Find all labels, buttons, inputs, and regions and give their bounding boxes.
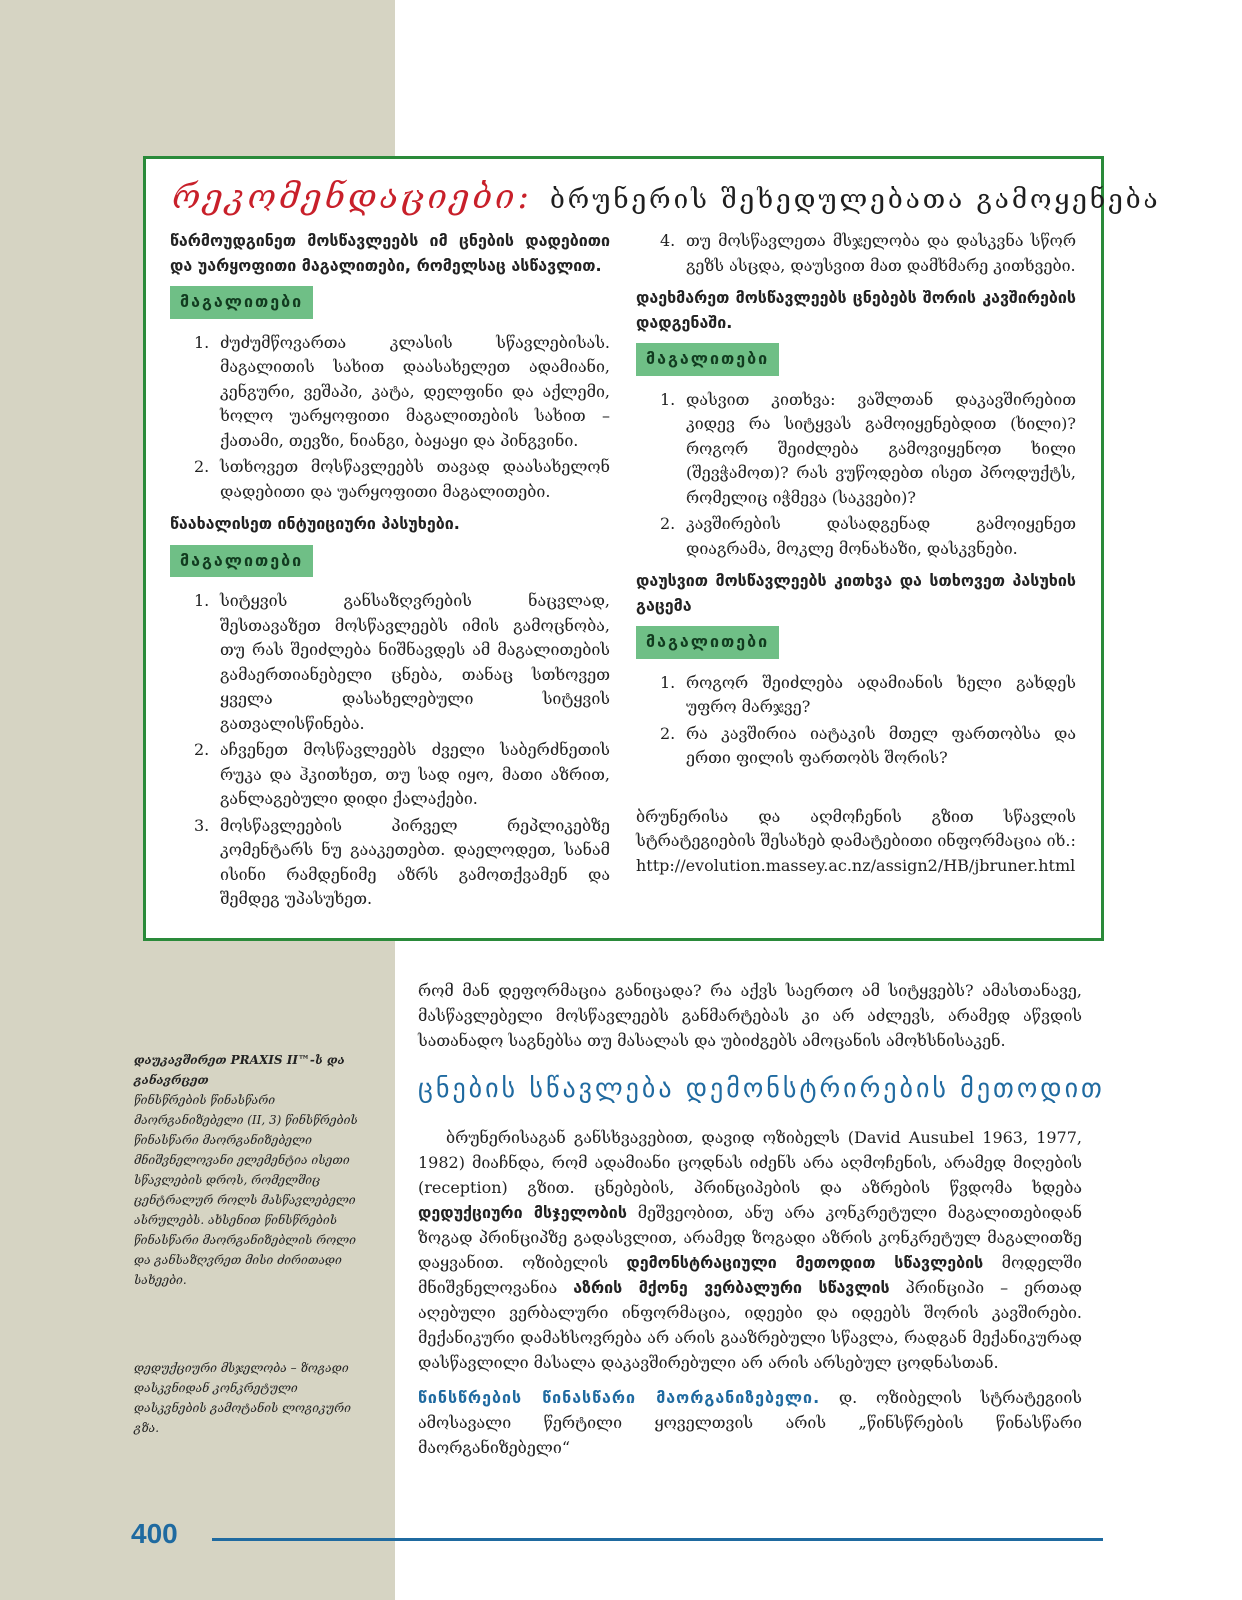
side-note-praxis-text: წინსწრების წინასწარი მაორგანიზებელი (II, 3) წინსწრების წინასწარი მაორგანიზებელი მნიშვნელოვანი ელემენტია ისეთი სწავლების დროს, რომელშიც ცენტრალურ როლს მასწავლებელი ასრულებს. ახსენით წინსწრების წინასწარი მაორგანიზებლის როლი და განსაზღვრეთ მისი ძირითადი სახეები. (134, 1093, 358, 1287)
url-note (636, 805, 1076, 879)
advance-organizer-text: დ. ოზიბელის სტრატეგიის ამოსავალი წერტილი ყოველთვის არის „წინსწრების წინასწარი მაორგანიზებელი“ (418, 1388, 1083, 1457)
list-2 (170, 589, 610, 912)
list-item-text: ძუძუმწოვართა კლასის სწავლებისას. მაგალითის სახით დაასახელეთ ადამიანი, კენგური, ვეშაპი, კატა, დელფინი და აქლემი, ხოლო უარყოფითი მაგალითების სახით – ქათამი, თევზი, ნიანგი, ბაყაყი და პინგვინი. (220, 332, 610, 450)
lead-2: წაახალისეთ ინტუიციური პასუხები. (170, 514, 460, 533)
list-item (636, 388, 1076, 511)
url-note-text: ბრუნერისა და აღმოჩენის გზით სწავლის სტრატეგიების შესახებ დამატებითი ინფორმაცია იხ.: (636, 806, 1076, 850)
box-title-dark: ბრუნერის შეხედულებათა გამოყენება (549, 185, 1161, 215)
para2-d: მოდელში მნიშვნელოვანია (418, 1253, 1082, 1297)
list-4 (636, 671, 1076, 771)
list-item-text: მოსწავლეების პირველ რეპლიკებზე კომენტარს ნუ გააკეთებთ. დაელოდეთ, სანამ ისინი რამდენიმე აზრს გამოთქვამენ და შემდეგ უპასუხეთ. (220, 815, 610, 908)
section-heading: ცნების სწავლება დემონსტრირების მეთოდით (418, 1074, 1105, 1104)
side-note-deductive: დედუქციური მსჯელობა – ზოგადი დასკვნიდან კონკრეტული დასკვნების გამოტანის ლოგიკური გზა. (134, 1361, 352, 1435)
lead-3: დაეხმარეთ მოსწავლეებს ცნებებს შორის კავშირების დადგენაში. (636, 288, 1076, 332)
list-item-number: 1. (194, 332, 210, 352)
side-note-praxis-title: დაუკავშირეთ PRAXIS II™-ს და განავრცეთ (134, 1053, 345, 1087)
list-item-number: 2. (194, 457, 210, 476)
list-item-text: როგორ შეიძლება ადამიანის ხელი გახდეს უფრო მარჯვე? (686, 672, 1076, 716)
term-meaningful-verbal-learning: აზრის მქონე ვერბალური სწავლის (573, 1278, 890, 1297)
para2-c: მეშვეობით, ანუ არა კონკრეტული მაგალითებიდან ზოგად პრინციპზე გადასვლით, არამედ ზოგადი აზრის კონკრეტულ მაგალითზე დაყვანით. ოზიბელის (418, 1203, 1083, 1272)
term-demonstration-method: დემონსტრაციული მეთოდით სწავლების (626, 1253, 984, 1272)
list-item-text: დასვით კითხვა: ვაშლთან დაკავშირებით კიდევ რა სიტყვას გამოიყენებდით (ხილი)? როგორ შეიძლება გამოვიყენოთ ხილი (შევჭამოთ)? რას ვუწოდებთ ისეთ პროდუქტს, რომელიც იჭმევა (საკვები)? (686, 389, 1076, 507)
box-title (172, 177, 1161, 217)
box-title-red: რეკომენდაციები: (172, 177, 532, 217)
list-item-number: 2. (194, 740, 210, 759)
page-number: 400 (131, 1518, 178, 1549)
list-item (170, 589, 610, 736)
list-item-text: სთხოვეთ მოსწავლეებს თავად დაასახელონ დადებითი და უარყოფითი მაგალითები. (220, 457, 610, 501)
list-item-number: 2. (660, 723, 676, 743)
list-item (170, 738, 610, 812)
lead-1: წარმოუდგინეთ მოსწავლეებს იმ ცნების დადებითი და უარყოფითი მაგალითები, რომელსაც ასწავლით. (170, 231, 610, 275)
footer-rule (212, 1538, 1103, 1541)
list-item-text: თუ მოსწავლეთა მსჯელობა და დასკვნა სწორ გეზს ასცდა, დაუსვით მათ დამხმარე კითხვები. (686, 231, 1076, 275)
lead-4: დაუსვით მოსწავლეებს კითხვა და სთხოვეთ პასუხის გაცემა (636, 571, 1076, 615)
list-0 (636, 229, 1076, 278)
advance-organizer-subheading: წინსწრების წინასწარი მაორგანიზებელი. (418, 1388, 821, 1407)
list-item (170, 331, 610, 454)
list-item-number: 3. (194, 815, 210, 835)
list-item (636, 671, 1076, 720)
examples-tag-1: მაგალითები (170, 286, 313, 319)
box-right-column (636, 229, 1076, 878)
list-item (636, 512, 1076, 561)
list-item (170, 814, 610, 912)
list-item (636, 722, 1076, 771)
list-item-number: 1. (660, 389, 676, 409)
recommendations-box (143, 156, 1161, 941)
paragraph-continued: რომ მან დეფორმაცია განიცადა? რა აქვს საერთო ამ სიტყვებს? ამასთანავე, მასწავლებელი მოსწავლეებს განმარტებას კი არ აძლევს, არამედ აწვდის სათანადო საგნებსა თუ მასალას და უბიძგებს ამოცანის ამოხსნისაკენ. (418, 981, 1082, 1050)
list-item (170, 455, 610, 504)
list-3 (636, 388, 1076, 562)
term-deductive-reasoning: დედუქციური მსჯელობის (418, 1203, 627, 1222)
side-note-praxis (134, 1050, 364, 1290)
list-item-text: აჩვენეთ მოსწავლეებს ძველი საბერძნეთის რუკა და ჰკითხეთ, თუ სად იყო, მათი აზრით, განლაგებული დიდი ქალაქები. (220, 740, 610, 808)
list-item-text: სიტყვის განსაზღვრების ნაცვლად, შესთავაზეთ მოსწავლეებს იმის გამოცნობა, თუ რას შეიძლება ნიშნავდეს ამ მაგალითების გამაერთიანებელი ცნება, თანაც სთხოვეთ ყველა დასახელებული სიტყვის გათვალისწინება. (220, 591, 610, 733)
list-item-number: 1. (194, 591, 210, 610)
list-item-number: 1. (660, 672, 676, 692)
list-item-text: კავშირების დასადგენად გამოიყენეთ დიაგრამა, მოკლე მონახაზი, დასკვნები. (686, 514, 1076, 558)
para2-a: ბრუნერისაგან განსხვავებით, დავიდ ოზიბელს (David Ausubel 1963, 1977, 1982) მიაჩნდა, რომ ადამიანი ცოდნას იძენს არა აღმოჩენის, არამედ მიღების (reception) გზით. ცნებების, პრინციპების და აზრების წვდომა ხდება (418, 1128, 1082, 1197)
paragraph-ausubel (418, 1125, 1082, 1375)
list-1 (170, 331, 610, 505)
paragraph-advance-organizer (418, 1385, 1082, 1460)
list-item-number: 4. (660, 231, 676, 250)
box-left-column (170, 229, 610, 920)
examples-tag-4: მაგალითები (636, 626, 779, 659)
examples-tag-3: მაგალითები (636, 343, 779, 376)
list-item-text: რა კავშირია იატაკის მთელ ფართობსა და ერთი ფილის ფართობს შორის? (686, 723, 1076, 767)
examples-tag-2: მაგალითები (170, 545, 313, 578)
list-item-number: 2. (660, 514, 676, 533)
para2-e: პრინციპი – ერთად აღებული ვერბალური ინფორმაცია, იდეები და იდეებს შორის კავშირები. მექანიკური დამახსოვრება არ არის გააზრებული სწავლა, რადგან მექანიკურად დასწავლილი მასალა დაკავშირებული არ არის არსებულ ცოდნასთან. (418, 1278, 1082, 1372)
list-item (636, 229, 1076, 278)
reference-link[interactable]: http://evolution.massey.ac.nz/assign2/HB/jbruner.html (636, 855, 1076, 875)
